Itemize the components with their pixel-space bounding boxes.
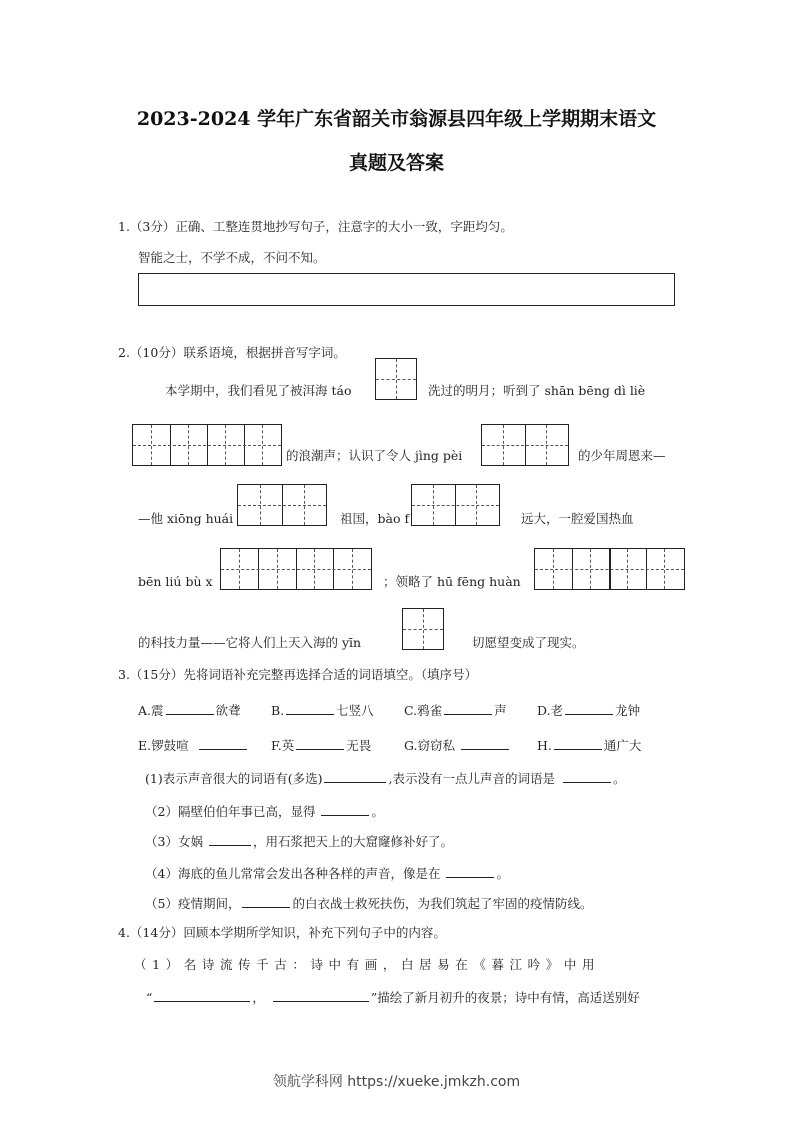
q4-line1: （1）名诗流传千古：诗中有画，白居易在《暮江吟》中用	[134, 957, 601, 972]
q3-sub1-blank2[interactable]	[563, 769, 611, 783]
q4-line2: “ ， ”描绘了新月初升的夜景；诗中有情，高适送别好	[146, 990, 640, 1005]
q2-line5-a: 的科技力量——它将人们上天入海的 yīn	[138, 635, 362, 650]
q2-line2-a: 的浪潮声；认识了令人 jìng pèi	[286, 448, 463, 463]
q3-blank-a[interactable]	[166, 701, 214, 715]
q2-line3-b: 祖国，bào f	[340, 511, 410, 526]
doc-title-line2: 真题及答案	[348, 152, 444, 174]
q3-sub2: （2）隔壁伯伯年事已高，显得 。	[145, 804, 384, 819]
page-footer: 领航学科网 https://xueke.jmkzh.com	[272, 1074, 521, 1090]
q3-option-b: B. 七竖八	[271, 703, 374, 718]
q2-tian-grid-1char[interactable]	[375, 358, 417, 400]
q3-sub1: (1)表示声音很大的词语有(多选) ,表示没有一点儿声音的词语是 。	[145, 771, 626, 786]
q2-tian-grid-4char-1[interactable]	[132, 424, 282, 466]
q1-sentence: 智能之士，不学不成，不问不知。	[138, 250, 326, 265]
q3-option-d: D.老 龙钟	[537, 703, 641, 718]
q2-stem: 2.（10分）联系语境，根据拼音写字词。	[118, 345, 346, 360]
q3-blank-h[interactable]	[554, 736, 602, 750]
q3-option-e: E.锣鼓喧	[138, 736, 249, 754]
doc-title-line1: 2023-2024 学年广东省韶关市翁源县四年级上学期期末语文	[136, 108, 657, 130]
q4-blank-1[interactable]	[154, 988, 250, 1002]
q3-option-a: A.震 欲聋	[138, 703, 241, 718]
q3-sub5: （5）疫情期间， 的白衣战士救死扶伤，为我们筑起了牢固的疫情防线。	[145, 896, 593, 911]
q1-answer-box[interactable]	[138, 273, 675, 306]
q3-option-c: C.鸦雀 声	[404, 703, 507, 718]
q1-stem: 1.（3分）正确、工整连贯地抄写句子，注意字的大小一致，字距均匀。	[118, 219, 513, 234]
q3-sub4-blank[interactable]	[446, 864, 494, 878]
q2-tian-grid-2char-1[interactable]	[481, 424, 569, 466]
q2-line3-a: —他 xiōng huái	[138, 511, 234, 526]
q2-tian-grid-2char-2[interactable]	[237, 484, 327, 526]
q3-option-f: F.英 无畏	[271, 738, 372, 753]
q2-line2-b: 的少年周恩来—	[578, 448, 666, 463]
q3-option-g: G.窃窃私	[404, 736, 511, 754]
q4-blank-2[interactable]	[273, 988, 369, 1002]
q2-tian-grid-4char-3[interactable]	[534, 548, 685, 590]
q3-blank-f[interactable]	[296, 736, 344, 750]
q3-blank-c[interactable]	[444, 701, 492, 715]
q2-line5-b: 切愿望变成了现实。	[472, 635, 585, 650]
q2-tian-grid-2char-3[interactable]	[411, 484, 500, 526]
q3-option-h: H. 通广大	[537, 738, 642, 753]
q3-sub3: （3）女娲 ，用石浆把天上的大窟窿修补好了。	[145, 834, 453, 849]
q3-sub3-blank[interactable]	[209, 832, 251, 846]
q4-stem: 4.（14分）回顾本学期所学知识，补充下列句子中的内容。	[118, 925, 446, 940]
q2-line1-a: 本学期中，我们看见了被洱海 táo	[165, 383, 352, 398]
q2-line4-a: bēn liú bù x	[138, 574, 213, 589]
q3-blank-e[interactable]	[199, 736, 247, 750]
q2-line1-b: 洗过的明月；听到了 shān bēng dì liè	[428, 383, 646, 398]
q3-sub5-blank[interactable]	[242, 894, 290, 908]
q2-line4-b: ；领略了 hū fēng huàn	[383, 574, 521, 589]
q3-sub1-blank1[interactable]	[324, 769, 386, 783]
q3-blank-g[interactable]	[461, 736, 509, 750]
q3-sub4: （4）海底的鱼儿常常会发出各种各样的声音，像是在 。	[145, 866, 509, 881]
q2-line3-c: 远大，一腔爱国热血	[521, 511, 634, 526]
q3-sub2-blank[interactable]	[321, 802, 369, 816]
q3-blank-b[interactable]	[286, 701, 334, 715]
q3-stem: 3.（15分）先将词语补充完整再选择合适的词语填空。（填序号）	[118, 667, 478, 682]
q3-blank-d[interactable]	[565, 701, 613, 715]
q2-tian-grid-1char-2[interactable]	[402, 608, 444, 650]
q2-tian-grid-4char-2[interactable]	[220, 548, 372, 590]
